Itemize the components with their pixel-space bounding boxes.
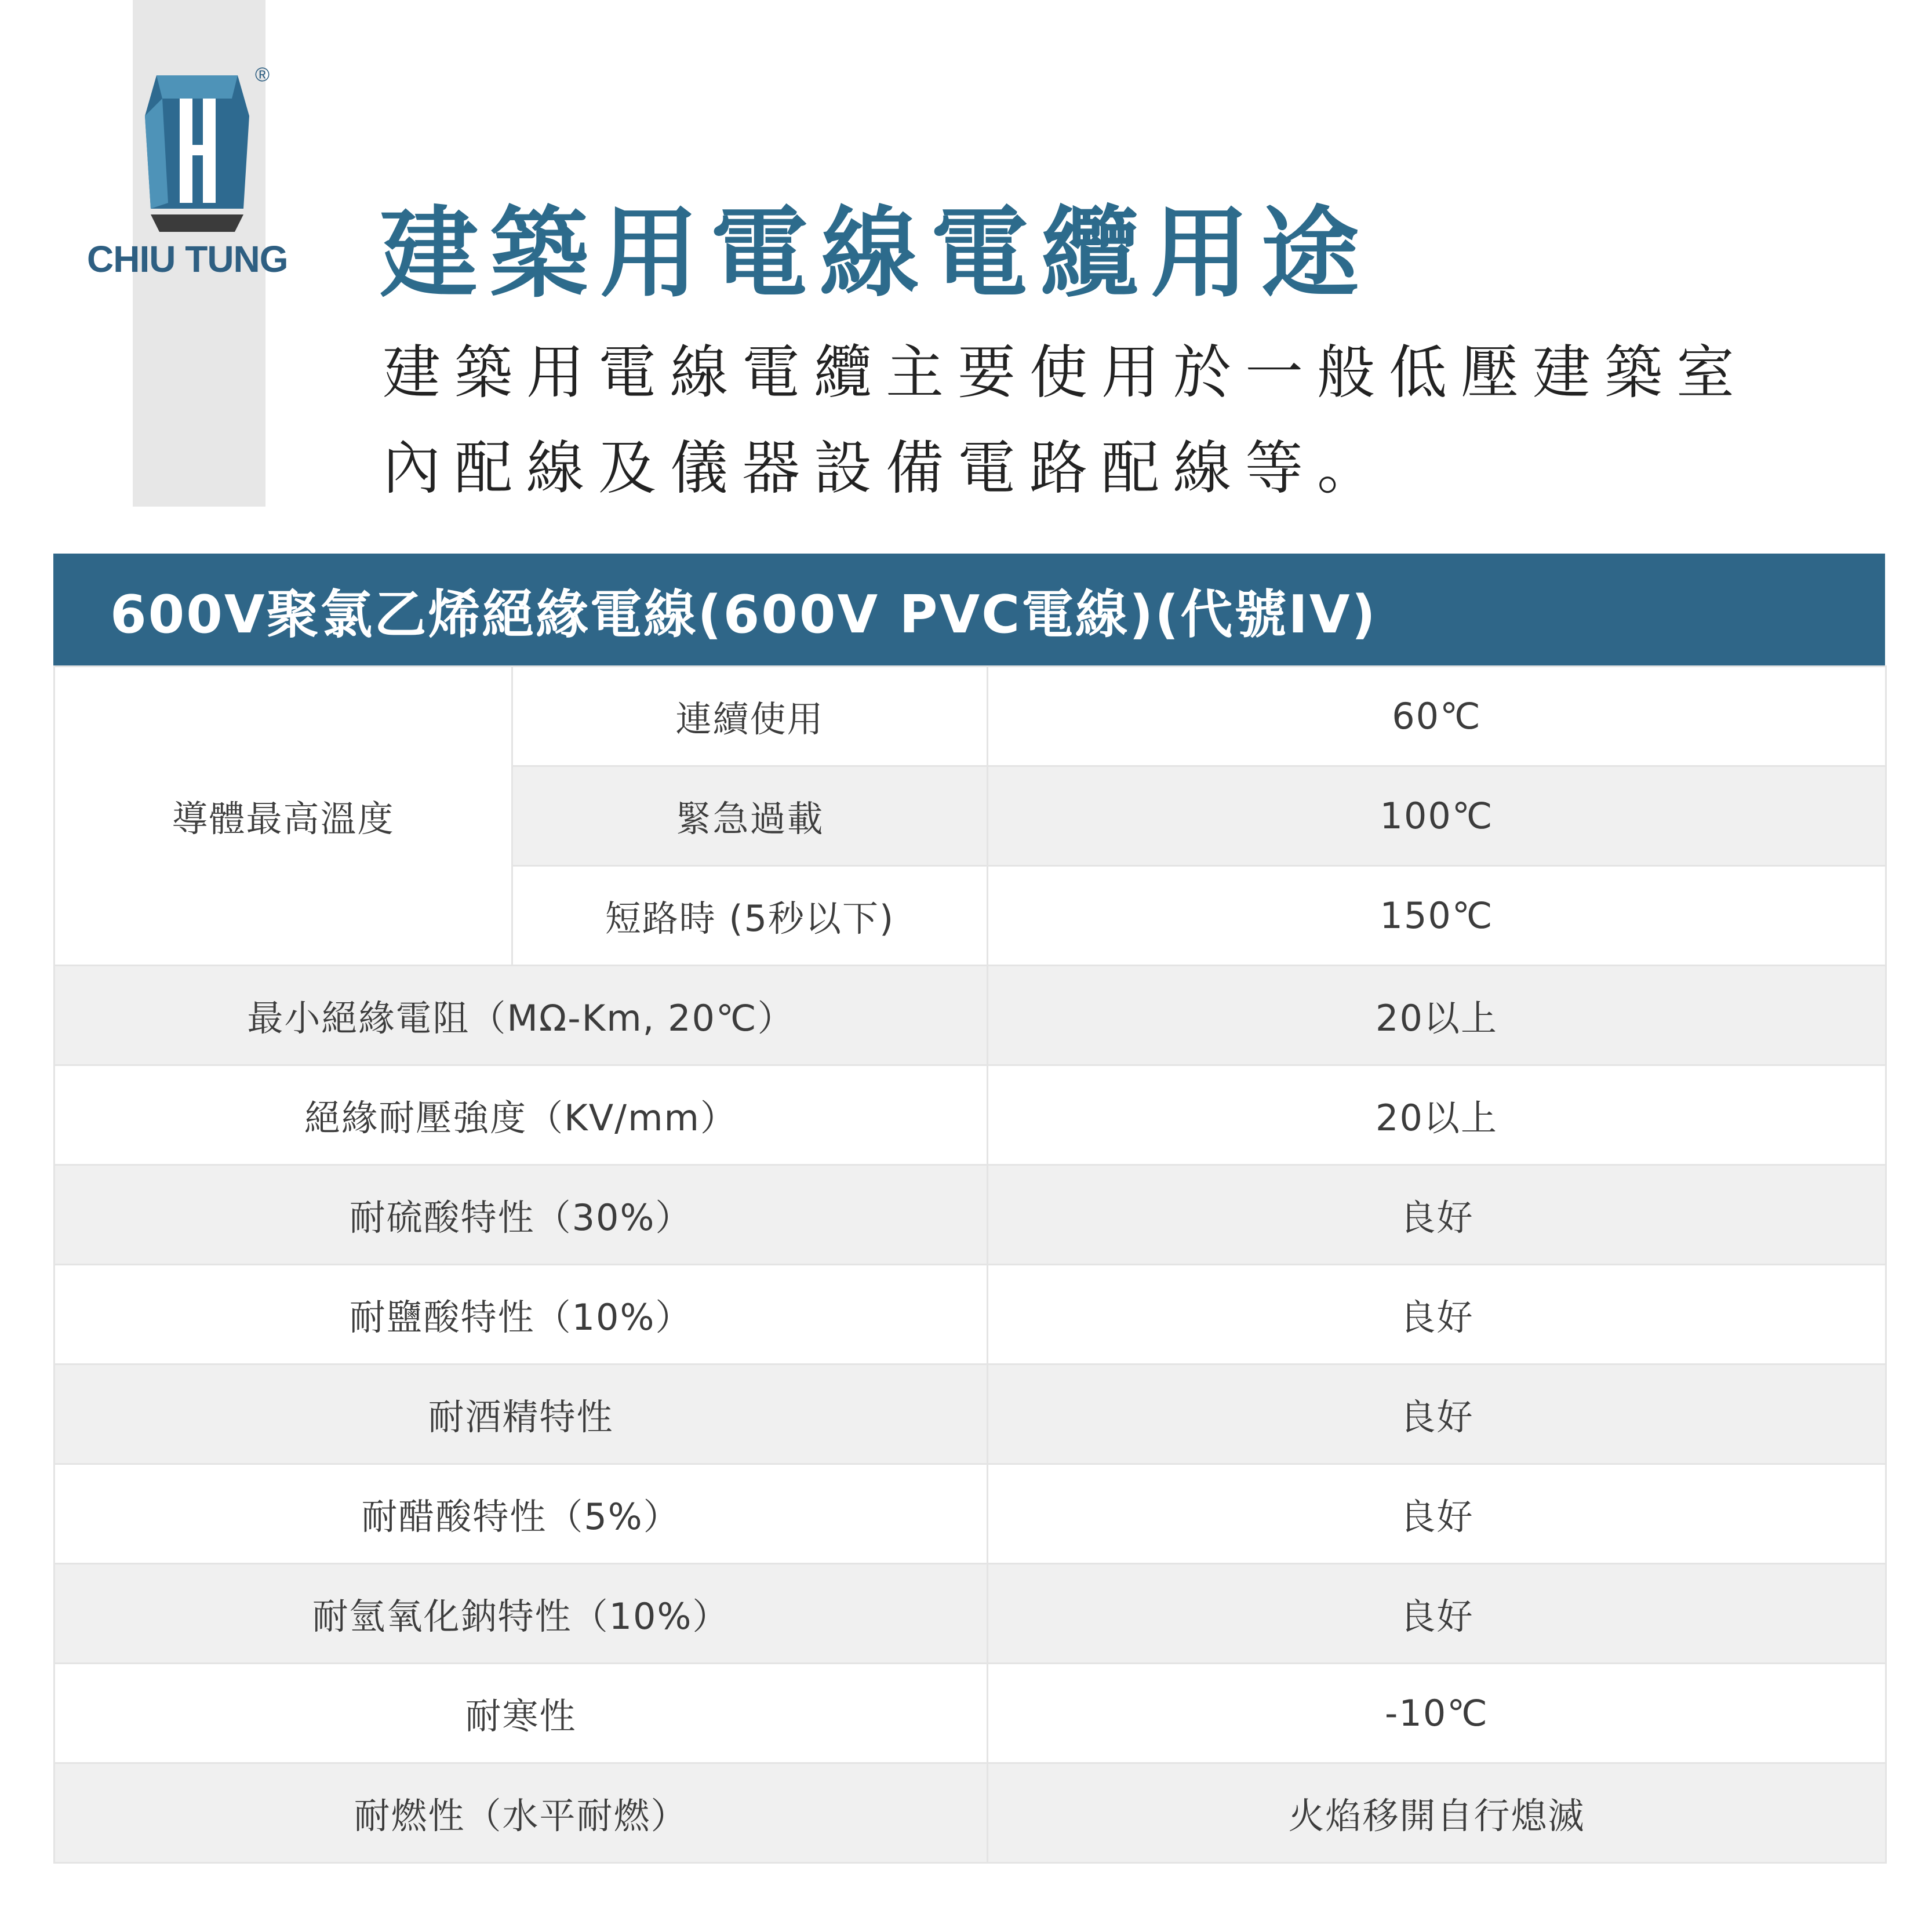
logo-mark-icon [133,64,261,238]
intro-line: 建築用電線電纜主要使用於一般低壓建築室 [383,339,1748,406]
value-cell: 良好 [988,1564,1886,1664]
property-label: 耐氫氧化鈉特性（10%） [54,1564,988,1664]
table-row [54,1165,1886,1265]
intro-line: 內配線及儀器設備電路配線等。 [383,434,1389,502]
table-row [54,1564,1886,1664]
table-row [54,1664,1886,1763]
table-row [54,966,1886,1065]
property-label: 耐寒性 [54,1664,988,1763]
value-cell: 60℃ [988,667,1886,766]
sub-label: 短路時 (5秒以下) [512,866,988,966]
table-row [54,667,1886,766]
value-cell: 20以上 [988,1065,1886,1165]
sub-label: 緊急過載 [512,766,988,866]
value-cell: 20以上 [988,966,1886,1065]
value-cell: 150℃ [988,866,1886,966]
value-cell: 良好 [988,1265,1886,1365]
table-row [54,1763,1886,1863]
value-cell: 火焰移開自行熄滅 [988,1763,1886,1863]
table-row [54,1365,1886,1464]
value-cell: -10℃ [988,1664,1886,1763]
table-row [54,1464,1886,1564]
value-cell: 100℃ [988,766,1886,866]
spec-table [53,554,1885,1864]
property-label: 耐燃性（水平耐燃） [54,1763,988,1863]
brand-logo [87,64,319,296]
value-cell: 良好 [988,1464,1886,1564]
group-label: 導體最高溫度 [54,667,512,966]
value-cell: 良好 [988,1365,1886,1464]
table-row [54,1065,1886,1165]
brand-name: CHIU TUNG [87,238,288,280]
property-label: 耐醋酸特性（5%） [54,1464,988,1564]
value-cell: 良好 [988,1165,1886,1265]
page-title: 建築用電線電纜用途 [380,197,1371,311]
property-label: 最小絕緣電阻（MΩ-Km, 20℃） [54,966,988,1065]
registered-mark: ® [255,64,270,86]
property-label: 絕緣耐壓強度（KV/mm） [54,1065,988,1165]
property-label: 耐酒精特性 [54,1365,988,1464]
sub-label: 連續使用 [512,667,988,766]
table-row [54,1265,1886,1365]
intro-paragraph [383,325,1774,516]
property-label: 耐鹽酸特性（10%） [54,1265,988,1365]
property-label: 耐硫酸特性（30%） [54,1165,988,1265]
table-header: 600V聚氯乙烯絕緣電線(600V PVC電線)(代號IV) [53,554,1885,665]
